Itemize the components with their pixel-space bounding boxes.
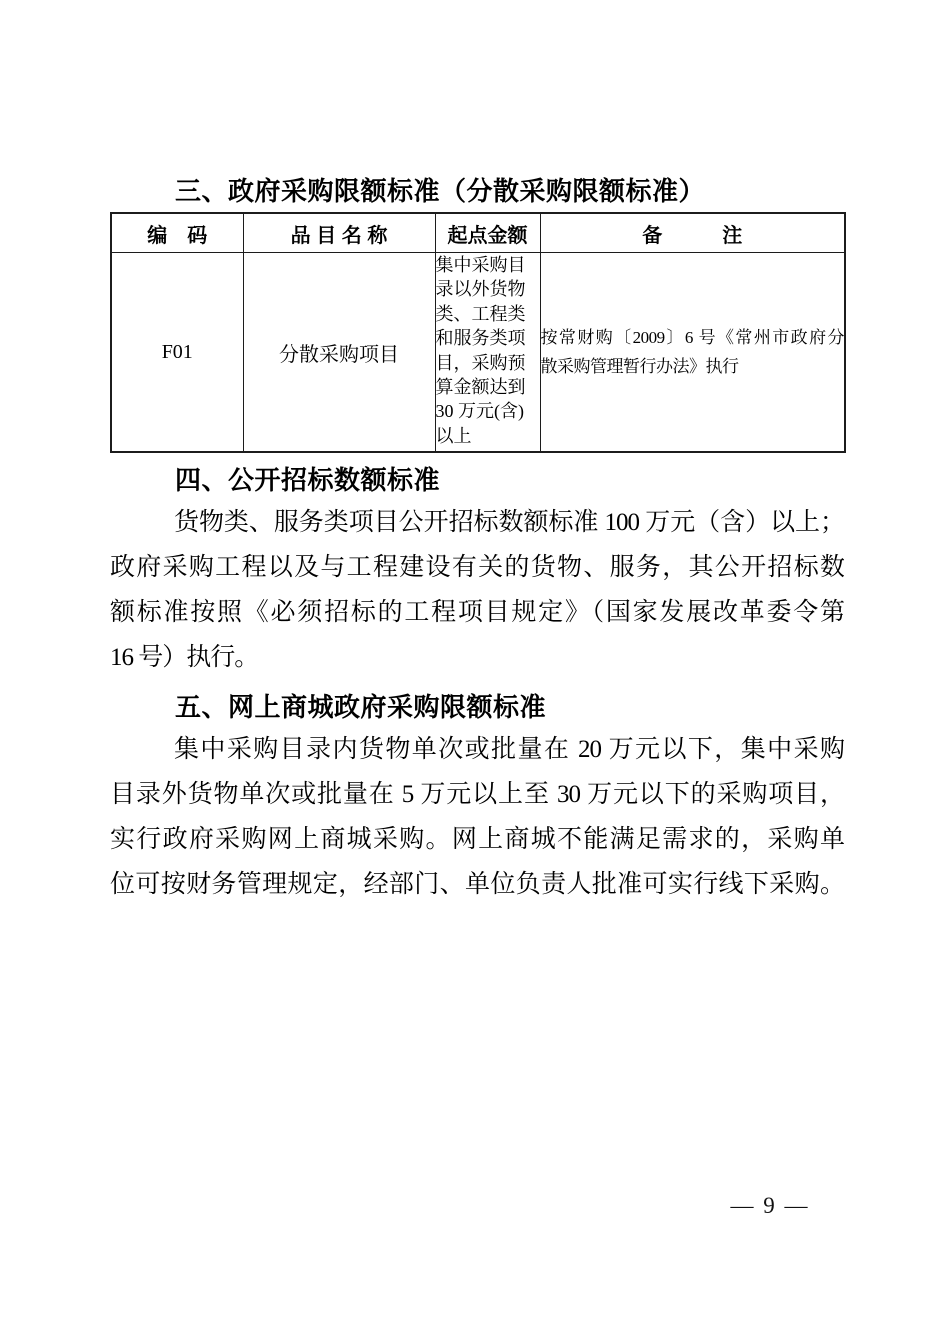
section-five-heading: 五、网上商城政府采购限额标准 — [175, 692, 547, 722]
cell-code: F01 — [111, 253, 243, 453]
header-cell-remark: 备 注 — [540, 213, 845, 253]
table-header-row — [111, 213, 845, 253]
header-cell-item-name: 品 目 名 称 — [243, 213, 435, 253]
threshold-line: 以上 — [435, 425, 472, 446]
remark-line: 散采购管理暂行办法》执行 — [540, 357, 739, 376]
procurement-limits-table — [110, 212, 846, 453]
paragraph-line: 目录外货物单次或批量在 5 万元以上至 30 万元以下的采购项目， — [110, 781, 844, 808]
paragraph-line: 位可按财务管理规定，经部门、单位负责人批准可实行线下采购。 — [110, 871, 844, 898]
remark-line: 按常财购〔2009〕6 号《常州市政府分 — [540, 328, 844, 347]
threshold-line: 目，采购预 — [435, 352, 526, 373]
paragraph-line: 16 号）执行。 — [110, 644, 259, 671]
section-five-paragraph — [110, 727, 844, 907]
section-four-heading: 四、公开招标数额标准 — [175, 465, 441, 495]
threshold-line: 30 万元(含) — [435, 401, 524, 422]
paragraph-line: 政府采购工程以及与工程建设有关的货物、服务，其公开招标数 — [110, 554, 844, 581]
threshold-line: 录以外货物 — [435, 279, 526, 300]
threshold-line: 类、工程类 — [435, 303, 526, 324]
section-four-paragraph — [110, 500, 844, 680]
section-three-heading: 三、政府采购限额标准（分散采购限额标准） — [175, 176, 706, 206]
cell-remark — [540, 253, 845, 453]
page-number: — 9 — — [730, 1193, 810, 1218]
paragraph-line: 货物类、服务类项目公开招标数额标准 100 万元（含）以上； — [174, 509, 844, 536]
paragraph-line: 集中采购目录内货物单次或批量在 20 万元以下，集中采购 — [174, 736, 844, 763]
paragraph-line: 额标准按照《必须招标的工程项目规定》（国家发展改革委令第 — [110, 599, 844, 626]
cell-threshold — [435, 253, 540, 453]
header-cell-code: 编 码 — [111, 213, 243, 253]
threshold-line: 算金额达到 — [435, 377, 526, 398]
threshold-line: 和服务类项 — [435, 328, 526, 349]
cell-item-name: 分散采购项目 — [243, 253, 435, 453]
table-row — [111, 253, 845, 453]
paragraph-line: 实行政府采购网上商城采购。网上商城不能满足需求的，采购单 — [110, 826, 844, 853]
threshold-line: 集中采购目 — [435, 255, 526, 275]
header-cell-threshold: 起点金额 — [435, 213, 540, 253]
